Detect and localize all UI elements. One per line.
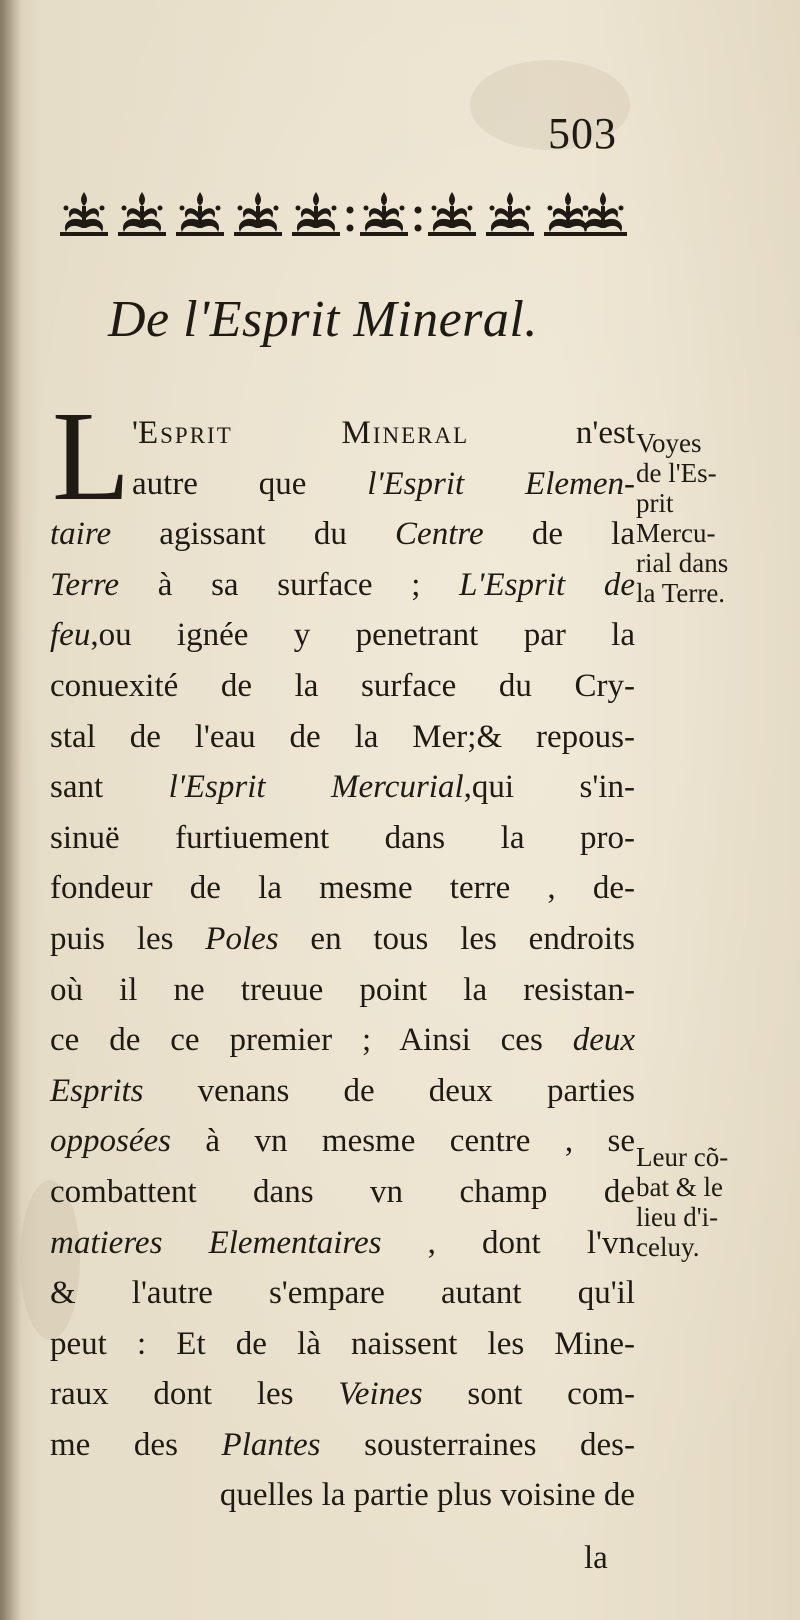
text-run: Terre bbox=[50, 566, 120, 603]
text-line bbox=[50, 1116, 635, 1167]
text-line bbox=[50, 813, 635, 864]
margin-note-voyes bbox=[636, 428, 786, 608]
text-run: quelles la partie plus voisine de bbox=[219, 1477, 635, 1514]
text-run: combattent dans vn champ de bbox=[50, 1173, 635, 1210]
catchword: la bbox=[584, 1540, 608, 1576]
text-run: agissant du bbox=[111, 516, 396, 553]
page-number: 503 bbox=[548, 109, 617, 158]
text-run: taire bbox=[50, 516, 112, 553]
text-run: ' bbox=[132, 415, 138, 451]
text-run: Poles bbox=[205, 920, 279, 957]
text-run: à vn mesme centre , se bbox=[170, 1123, 635, 1160]
text-run: Esprit Mineral bbox=[137, 415, 470, 451]
text-run: venans de deux parties bbox=[143, 1072, 635, 1109]
text-run: sinuë furtiuement dans la pro- bbox=[50, 819, 635, 856]
text-line bbox=[50, 610, 635, 661]
text-line bbox=[50, 408, 635, 459]
text-line bbox=[50, 965, 635, 1016]
text-line bbox=[50, 712, 635, 763]
margin-note-line: celuy. bbox=[636, 1232, 700, 1262]
text-run: matieres Elementaires bbox=[50, 1224, 382, 1261]
text-run: peut : Et de là naissent les Mine- bbox=[50, 1325, 635, 1362]
margin-note-line: de l'Es- bbox=[636, 458, 717, 488]
text-run: sant bbox=[50, 769, 169, 806]
text-run: l'Esprit Mercurial bbox=[168, 769, 464, 806]
margin-note-line: Leur cõ- bbox=[636, 1142, 729, 1172]
chapter-title: De l'Esprit Mineral. bbox=[108, 291, 538, 348]
gutter-shadow bbox=[0, 0, 22, 1620]
margin-note-leur-combat bbox=[636, 1142, 786, 1262]
text-run: de la bbox=[483, 516, 635, 553]
text-run: l'Esprit Elemen- bbox=[367, 465, 635, 502]
text-run: fondeur de la mesme terre , de- bbox=[50, 870, 635, 907]
text-run: n'est bbox=[469, 415, 636, 451]
text-line bbox=[50, 1319, 635, 1370]
text-run: sont com- bbox=[422, 1376, 635, 1413]
text-line bbox=[50, 1218, 635, 1269]
fleuron-ornament-band bbox=[58, 180, 628, 250]
text-run: Centre bbox=[395, 516, 484, 553]
text-run: me des bbox=[50, 1426, 222, 1463]
text-run: puis les bbox=[50, 920, 206, 957]
text-run: sousterraines des- bbox=[320, 1426, 635, 1463]
text-run: ,qui s'in- bbox=[463, 769, 635, 806]
text-line bbox=[50, 1066, 635, 1117]
text-run: à sa surface ; bbox=[119, 566, 460, 603]
text-run: raux dont les bbox=[50, 1376, 339, 1413]
margin-note-line: Voyes bbox=[636, 428, 702, 458]
text-line bbox=[50, 1167, 635, 1218]
text-line bbox=[50, 1420, 635, 1471]
text-run: & l'autre s'empare autant qu'il bbox=[50, 1275, 635, 1312]
text-run: ,ou ignée y penetrant par la bbox=[90, 617, 635, 654]
text-run: L'Esprit de bbox=[459, 566, 635, 603]
text-line bbox=[50, 1015, 635, 1066]
text-run: stal de l'eau de la Mer;& repous- bbox=[50, 718, 635, 755]
text-line bbox=[50, 863, 635, 914]
text-line bbox=[50, 762, 635, 813]
text-run: feu bbox=[50, 617, 91, 654]
text-line bbox=[50, 509, 635, 560]
margin-note-line: bat & le bbox=[636, 1172, 723, 1202]
text-line bbox=[50, 914, 635, 965]
body-text bbox=[50, 408, 635, 1521]
text-run: deux bbox=[572, 1022, 635, 1059]
margin-note-line: rial dans bbox=[636, 548, 729, 578]
drop-cap-initial: L bbox=[52, 385, 131, 527]
text-line bbox=[50, 459, 635, 510]
margin-note-line: Mercu- bbox=[636, 518, 716, 548]
margin-note-line: prit bbox=[636, 488, 674, 518]
text-run: conuexité de la surface du Cry- bbox=[50, 667, 635, 704]
text-run: Veines bbox=[338, 1376, 423, 1413]
text-run: ce de ce premier ; Ainsi ces bbox=[50, 1022, 573, 1059]
text-line bbox=[50, 560, 635, 611]
text-run: en tous les endroits bbox=[278, 920, 635, 957]
margin-note-line: lieu d'i- bbox=[636, 1202, 719, 1232]
text-run: où il ne treuue point la resistan- bbox=[50, 971, 635, 1008]
text-line bbox=[50, 661, 635, 712]
text-run: opposées bbox=[50, 1123, 171, 1160]
text-run: , dont l'vn bbox=[381, 1224, 635, 1261]
text-run: autre que bbox=[132, 465, 368, 502]
text-run: Esprits bbox=[50, 1072, 144, 1109]
text-run: Plantes bbox=[221, 1426, 321, 1463]
text-line bbox=[50, 1369, 635, 1420]
text-line bbox=[50, 1470, 635, 1521]
margin-note-line: la Terre. bbox=[636, 578, 726, 608]
text-line bbox=[50, 1268, 635, 1319]
